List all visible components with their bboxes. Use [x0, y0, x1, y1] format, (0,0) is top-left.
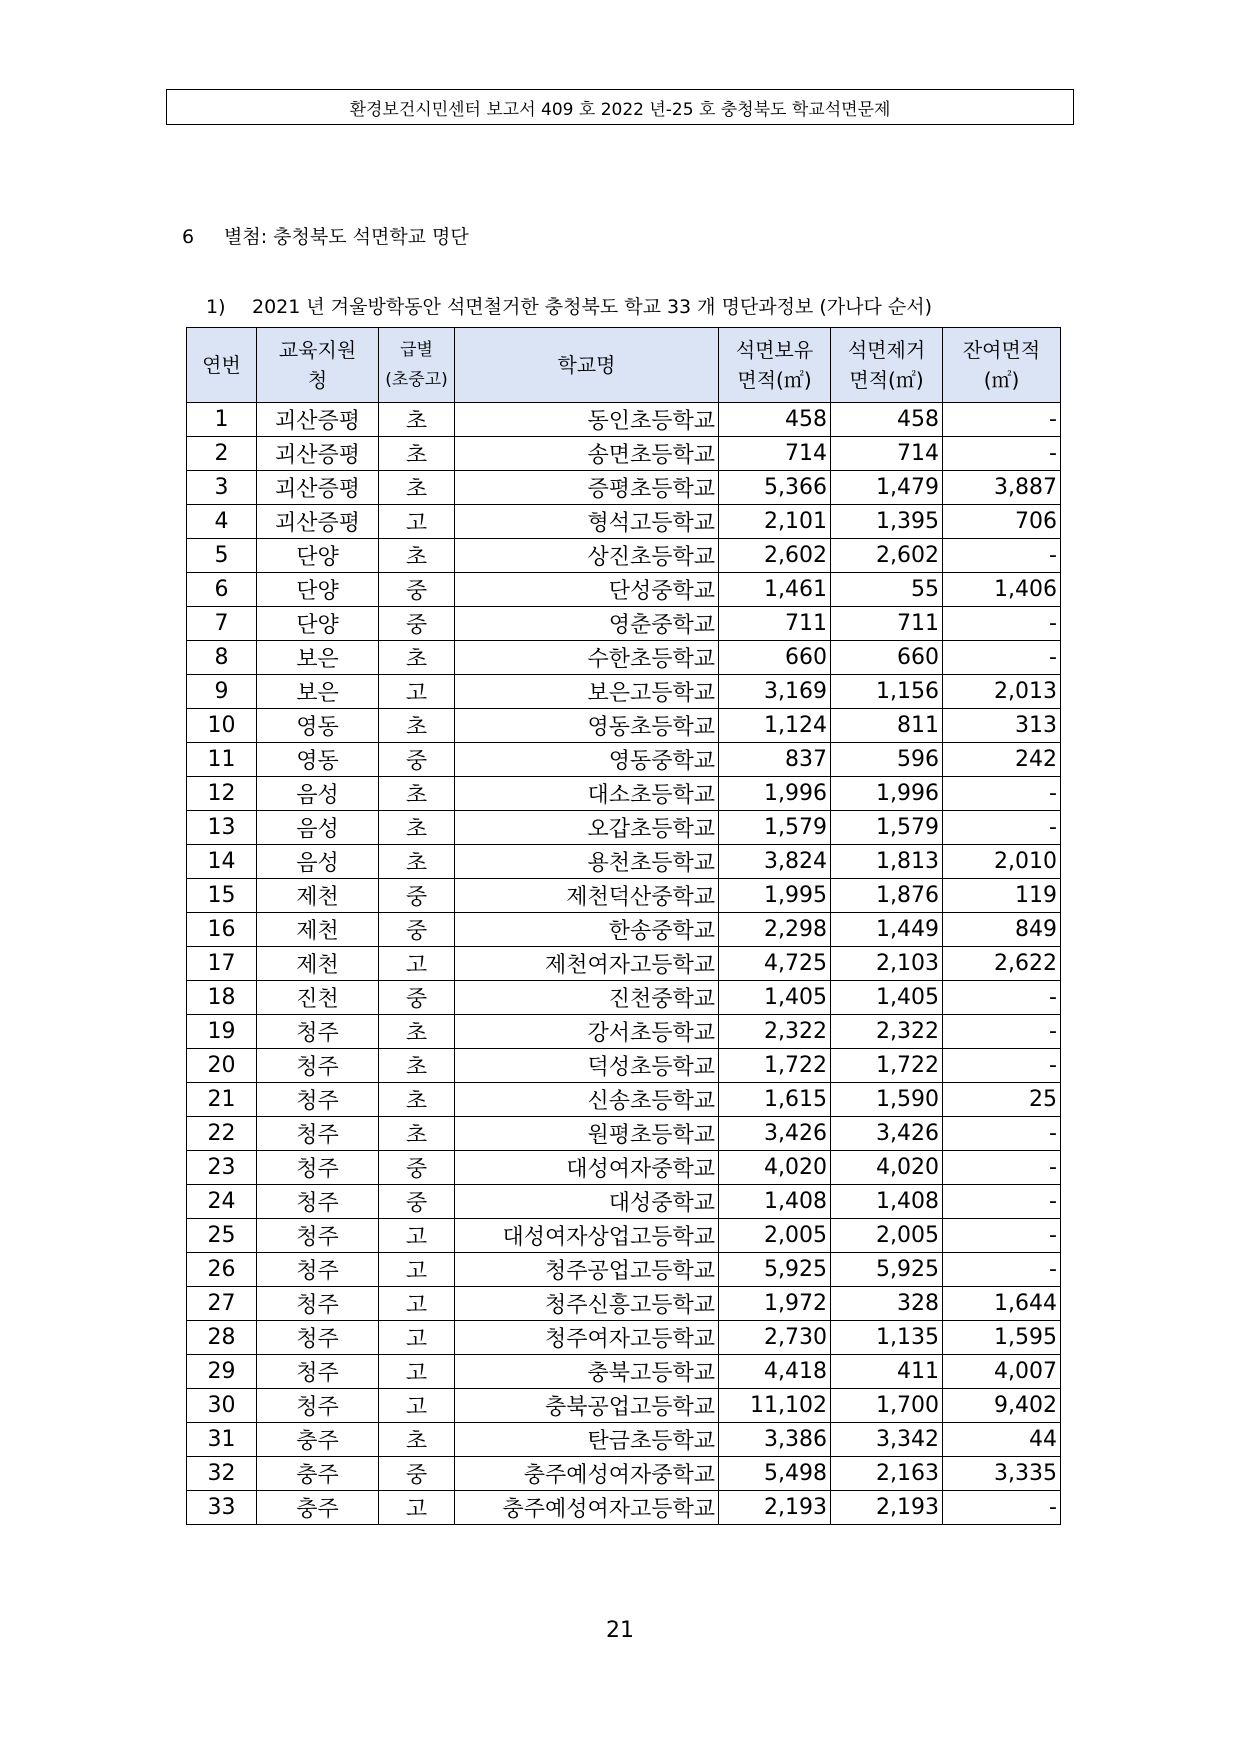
cell-asbestos-area: 1,461: [719, 573, 831, 607]
cell-school-name: 탄금초등학교: [455, 1423, 719, 1457]
cell-asbestos-area: 2,298: [719, 913, 831, 947]
cell-asbestos-area: 1,995: [719, 879, 831, 913]
cell-level: 중: [379, 1457, 455, 1491]
cell-index: 24: [187, 1185, 257, 1219]
subsection-number: 1): [206, 296, 226, 318]
cell-index: 30: [187, 1389, 257, 1423]
cell-office: 음성: [257, 777, 379, 811]
section-heading: [182, 222, 469, 249]
cell-office: 괴산증평: [257, 471, 379, 505]
report-header: [166, 89, 1074, 125]
cell-asbestos-area: 837: [719, 743, 831, 777]
cell-asbestos-area: 3,169: [719, 675, 831, 709]
cell-office: 단양: [257, 607, 379, 641]
cell-index: 28: [187, 1321, 257, 1355]
cell-office: 충주: [257, 1491, 379, 1525]
cell-school-name: 대소초등학교: [455, 777, 719, 811]
cell-level: 초: [379, 641, 455, 675]
cell-level: 초: [379, 845, 455, 879]
table-row: [187, 1117, 1061, 1151]
col-header-remaining-area: 잔여면적 (㎡): [943, 328, 1061, 403]
cell-level: 중: [379, 1185, 455, 1219]
cell-office: 제천: [257, 913, 379, 947]
cell-school-name: 영동중학교: [455, 743, 719, 777]
col-header-asbestos-area: 석면보유 면적(㎡): [719, 328, 831, 403]
cell-asbestos-area: 711: [719, 607, 831, 641]
cell-office: 영동: [257, 709, 379, 743]
cell-removed-area: 1,395: [831, 505, 943, 539]
cell-asbestos-area: 2,193: [719, 1491, 831, 1525]
cell-asbestos-area: 4,020: [719, 1151, 831, 1185]
table-row: [187, 505, 1061, 539]
cell-school-name: 덕성초등학교: [455, 1049, 719, 1083]
cell-remaining-area: -: [943, 1185, 1061, 1219]
cell-office: 괴산증평: [257, 437, 379, 471]
cell-index: 6: [187, 573, 257, 607]
cell-asbestos-area: 1,124: [719, 709, 831, 743]
cell-removed-area: 811: [831, 709, 943, 743]
table-row: [187, 879, 1061, 913]
cell-school-name: 충북고등학교: [455, 1355, 719, 1389]
cell-school-name: 신송초등학교: [455, 1083, 719, 1117]
cell-asbestos-area: 5,366: [719, 471, 831, 505]
cell-removed-area: 3,426: [831, 1117, 943, 1151]
cell-level: 고: [379, 1389, 455, 1423]
cell-remaining-area: 1,406: [943, 573, 1061, 607]
cell-remaining-area: -: [943, 1151, 1061, 1185]
cell-school-name: 동인초등학교: [455, 403, 719, 437]
page-number: 21: [606, 1618, 634, 1643]
cell-level: 고: [379, 947, 455, 981]
cell-remaining-area: 3,335: [943, 1457, 1061, 1491]
table-row: [187, 811, 1061, 845]
cell-index: 31: [187, 1423, 257, 1457]
cell-index: 10: [187, 709, 257, 743]
cell-school-name: 영동초등학교: [455, 709, 719, 743]
table-row: [187, 1355, 1061, 1389]
table-row: [187, 539, 1061, 573]
cell-level: 고: [379, 1219, 455, 1253]
cell-level: 중: [379, 743, 455, 777]
cell-office: 보은: [257, 641, 379, 675]
cell-level: 고: [379, 1355, 455, 1389]
cell-asbestos-area: 2,730: [719, 1321, 831, 1355]
report-header-text: 환경보건시민센터 보고서 409 호 2022 년-25 호 충청북도 학교석면문제: [349, 99, 891, 120]
cell-removed-area: 2,103: [831, 947, 943, 981]
cell-school-name: 대성중학교: [455, 1185, 719, 1219]
cell-removed-area: 2,602: [831, 539, 943, 573]
cell-index: 4: [187, 505, 257, 539]
cell-school-name: 오갑초등학교: [455, 811, 719, 845]
table-row: [187, 1049, 1061, 1083]
cell-index: 29: [187, 1355, 257, 1389]
cell-remaining-area: 2,010: [943, 845, 1061, 879]
cell-removed-area: 1,479: [831, 471, 943, 505]
cell-asbestos-area: 1,405: [719, 981, 831, 1015]
cell-index: 3: [187, 471, 257, 505]
cell-office: 청주: [257, 1151, 379, 1185]
cell-remaining-area: -: [943, 981, 1061, 1015]
cell-remaining-area: 706: [943, 505, 1061, 539]
cell-index: 18: [187, 981, 257, 1015]
cell-removed-area: 711: [831, 607, 943, 641]
cell-asbestos-area: 458: [719, 403, 831, 437]
cell-remaining-area: 313: [943, 709, 1061, 743]
subsection-heading: [206, 292, 932, 319]
cell-level: 중: [379, 981, 455, 1015]
cell-school-name: 영춘중학교: [455, 607, 719, 641]
cell-asbestos-area: 4,418: [719, 1355, 831, 1389]
table-row: [187, 607, 1061, 641]
table-row: [187, 1457, 1061, 1491]
col-header-level: 급별 (초중고): [379, 328, 455, 403]
cell-asbestos-area: 2,005: [719, 1219, 831, 1253]
col-header-office: 교육지원 청: [257, 328, 379, 403]
cell-school-name: 단성중학교: [455, 573, 719, 607]
cell-level: 중: [379, 879, 455, 913]
cell-office: 음성: [257, 811, 379, 845]
cell-remaining-area: 9,402: [943, 1389, 1061, 1423]
cell-asbestos-area: 714: [719, 437, 831, 471]
cell-office: 청주: [257, 1389, 379, 1423]
cell-asbestos-area: 1,615: [719, 1083, 831, 1117]
cell-removed-area: 1,590: [831, 1083, 943, 1117]
school-asbestos-table: [186, 327, 1061, 1525]
cell-school-name: 원평초등학교: [455, 1117, 719, 1151]
table-row: [187, 1423, 1061, 1457]
cell-school-name: 청주신흥고등학교: [455, 1287, 719, 1321]
cell-index: 1: [187, 403, 257, 437]
cell-level: 중: [379, 607, 455, 641]
cell-asbestos-area: 1,579: [719, 811, 831, 845]
cell-asbestos-area: 2,602: [719, 539, 831, 573]
cell-office: 청주: [257, 1287, 379, 1321]
cell-school-name: 충주예성여자고등학교: [455, 1491, 719, 1525]
cell-office: 제천: [257, 879, 379, 913]
cell-removed-area: 55: [831, 573, 943, 607]
col-header-removed-area: 석면제거 면적(㎡): [831, 328, 943, 403]
cell-removed-area: 1,135: [831, 1321, 943, 1355]
cell-remaining-area: 1,595: [943, 1321, 1061, 1355]
cell-removed-area: 714: [831, 437, 943, 471]
cell-index: 9: [187, 675, 257, 709]
table-row: [187, 403, 1061, 437]
cell-index: 25: [187, 1219, 257, 1253]
cell-index: 32: [187, 1457, 257, 1491]
table-row: [187, 743, 1061, 777]
cell-asbestos-area: 1,408: [719, 1185, 831, 1219]
cell-level: 고: [379, 1253, 455, 1287]
cell-school-name: 상진초등학교: [455, 539, 719, 573]
cell-school-name: 충주예성여자중학교: [455, 1457, 719, 1491]
cell-level: 고: [379, 675, 455, 709]
cell-level: 고: [379, 1491, 455, 1525]
table-row: [187, 981, 1061, 1015]
cell-remaining-area: -: [943, 539, 1061, 573]
cell-removed-area: 4,020: [831, 1151, 943, 1185]
cell-level: 초: [379, 1423, 455, 1457]
cell-office: 음성: [257, 845, 379, 879]
cell-office: 보은: [257, 675, 379, 709]
cell-office: 청주: [257, 1355, 379, 1389]
cell-remaining-area: 3,887: [943, 471, 1061, 505]
cell-remaining-area: -: [943, 1015, 1061, 1049]
cell-level: 초: [379, 539, 455, 573]
cell-remaining-area: -: [943, 607, 1061, 641]
cell-removed-area: 2,163: [831, 1457, 943, 1491]
cell-asbestos-area: 5,498: [719, 1457, 831, 1491]
table-row: [187, 471, 1061, 505]
table-row: [187, 1491, 1061, 1525]
cell-index: 14: [187, 845, 257, 879]
cell-remaining-area: 44: [943, 1423, 1061, 1457]
cell-school-name: 강서초등학교: [455, 1015, 719, 1049]
cell-school-name: 수한초등학교: [455, 641, 719, 675]
table-header-row: [187, 328, 1061, 403]
cell-removed-area: 3,342: [831, 1423, 943, 1457]
cell-removed-area: 1,722: [831, 1049, 943, 1083]
cell-office: 청주: [257, 1117, 379, 1151]
cell-school-name: 증평초등학교: [455, 471, 719, 505]
subsection-title-text: 2021 년 겨울방학동안 석면철거한 충청북도 학교 33 개 명단과정보 (가나다 순서): [252, 296, 933, 318]
cell-index: 33: [187, 1491, 257, 1525]
cell-remaining-area: -: [943, 1049, 1061, 1083]
col-header-school: 학교명: [455, 328, 719, 403]
col-header-index: 연번: [187, 328, 257, 403]
cell-school-name: 청주공업고등학교: [455, 1253, 719, 1287]
cell-level: 고: [379, 1287, 455, 1321]
cell-remaining-area: -: [943, 641, 1061, 675]
table-row: [187, 1321, 1061, 1355]
cell-level: 고: [379, 1321, 455, 1355]
table-row: [187, 1185, 1061, 1219]
cell-office: 괴산증평: [257, 505, 379, 539]
cell-office: 청주: [257, 1049, 379, 1083]
table-row: [187, 1015, 1061, 1049]
cell-removed-area: 1,996: [831, 777, 943, 811]
cell-level: 초: [379, 1083, 455, 1117]
cell-office: 청주: [257, 1185, 379, 1219]
cell-index: 19: [187, 1015, 257, 1049]
cell-school-name: 충북공업고등학교: [455, 1389, 719, 1423]
cell-asbestos-area: 4,725: [719, 947, 831, 981]
table-row: [187, 709, 1061, 743]
cell-school-name: 형석고등학교: [455, 505, 719, 539]
cell-removed-area: 1,813: [831, 845, 943, 879]
cell-level: 초: [379, 403, 455, 437]
cell-remaining-area: -: [943, 1491, 1061, 1525]
cell-asbestos-area: 1,972: [719, 1287, 831, 1321]
table-row: [187, 1151, 1061, 1185]
cell-removed-area: 660: [831, 641, 943, 675]
table-row: [187, 675, 1061, 709]
cell-school-name: 보은고등학교: [455, 675, 719, 709]
cell-index: 5: [187, 539, 257, 573]
cell-remaining-area: 2,013: [943, 675, 1061, 709]
cell-removed-area: 411: [831, 1355, 943, 1389]
cell-asbestos-area: 11,102: [719, 1389, 831, 1423]
table-row: [187, 845, 1061, 879]
cell-removed-area: 596: [831, 743, 943, 777]
cell-index: 16: [187, 913, 257, 947]
cell-removed-area: 1,579: [831, 811, 943, 845]
cell-level: 초: [379, 1015, 455, 1049]
cell-office: 충주: [257, 1423, 379, 1457]
cell-remaining-area: 242: [943, 743, 1061, 777]
cell-remaining-area: 849: [943, 913, 1061, 947]
table-row: [187, 1389, 1061, 1423]
cell-remaining-area: 1,644: [943, 1287, 1061, 1321]
table-body: [187, 403, 1061, 1525]
cell-removed-area: 2,005: [831, 1219, 943, 1253]
table-row: [187, 947, 1061, 981]
table-row: [187, 1287, 1061, 1321]
cell-remaining-area: 2,622: [943, 947, 1061, 981]
cell-index: 20: [187, 1049, 257, 1083]
cell-remaining-area: 25: [943, 1083, 1061, 1117]
cell-office: 충주: [257, 1457, 379, 1491]
cell-remaining-area: -: [943, 403, 1061, 437]
table-row: [187, 1253, 1061, 1287]
cell-index: 8: [187, 641, 257, 675]
cell-level: 초: [379, 437, 455, 471]
cell-school-name: 진천중학교: [455, 981, 719, 1015]
cell-level: 초: [379, 1049, 455, 1083]
table-row: [187, 777, 1061, 811]
cell-remaining-area: 4,007: [943, 1355, 1061, 1389]
cell-office: 진천: [257, 981, 379, 1015]
cell-asbestos-area: 2,322: [719, 1015, 831, 1049]
cell-school-name: 제천덕산중학교: [455, 879, 719, 913]
cell-office: 단양: [257, 539, 379, 573]
cell-index: 15: [187, 879, 257, 913]
cell-remaining-area: -: [943, 811, 1061, 845]
cell-removed-area: 1,876: [831, 879, 943, 913]
cell-removed-area: 328: [831, 1287, 943, 1321]
cell-school-name: 대성여자상업고등학교: [455, 1219, 719, 1253]
cell-level: 초: [379, 709, 455, 743]
cell-removed-area: 1,408: [831, 1185, 943, 1219]
cell-asbestos-area: 5,925: [719, 1253, 831, 1287]
cell-index: 2: [187, 437, 257, 471]
cell-index: 21: [187, 1083, 257, 1117]
cell-school-name: 대성여자중학교: [455, 1151, 719, 1185]
cell-office: 영동: [257, 743, 379, 777]
table-row: [187, 641, 1061, 675]
table-row: [187, 913, 1061, 947]
cell-index: 11: [187, 743, 257, 777]
cell-remaining-area: -: [943, 1253, 1061, 1287]
cell-index: 26: [187, 1253, 257, 1287]
cell-level: 초: [379, 777, 455, 811]
cell-level: 중: [379, 913, 455, 947]
cell-school-name: 제천여자고등학교: [455, 947, 719, 981]
cell-index: 13: [187, 811, 257, 845]
cell-level: 고: [379, 505, 455, 539]
cell-office: 청주: [257, 1253, 379, 1287]
cell-removed-area: 1,700: [831, 1389, 943, 1423]
cell-level: 중: [379, 1151, 455, 1185]
cell-index: 17: [187, 947, 257, 981]
table-row: [187, 437, 1061, 471]
cell-asbestos-area: 1,722: [719, 1049, 831, 1083]
cell-index: 12: [187, 777, 257, 811]
section-number: 6: [182, 226, 195, 248]
cell-removed-area: 1,449: [831, 913, 943, 947]
cell-remaining-area: -: [943, 437, 1061, 471]
cell-remaining-area: 119: [943, 879, 1061, 913]
cell-index: 22: [187, 1117, 257, 1151]
table-row: [187, 1219, 1061, 1253]
cell-level: 초: [379, 1117, 455, 1151]
cell-office: 단양: [257, 573, 379, 607]
cell-asbestos-area: 660: [719, 641, 831, 675]
cell-office: 청주: [257, 1219, 379, 1253]
cell-index: 27: [187, 1287, 257, 1321]
cell-office: 청주: [257, 1321, 379, 1355]
cell-removed-area: 458: [831, 403, 943, 437]
cell-school-name: 송면초등학교: [455, 437, 719, 471]
table-row: [187, 573, 1061, 607]
cell-asbestos-area: 3,426: [719, 1117, 831, 1151]
cell-removed-area: 2,322: [831, 1015, 943, 1049]
cell-office: 제천: [257, 947, 379, 981]
cell-removed-area: 5,925: [831, 1253, 943, 1287]
cell-remaining-area: -: [943, 777, 1061, 811]
cell-removed-area: 1,156: [831, 675, 943, 709]
cell-school-name: 한송중학교: [455, 913, 719, 947]
cell-remaining-area: -: [943, 1219, 1061, 1253]
cell-level: 초: [379, 471, 455, 505]
cell-level: 초: [379, 811, 455, 845]
cell-office: 청주: [257, 1083, 379, 1117]
cell-school-name: 청주여자고등학교: [455, 1321, 719, 1355]
cell-office: 괴산증평: [257, 403, 379, 437]
table-row: [187, 1083, 1061, 1117]
cell-remaining-area: -: [943, 1117, 1061, 1151]
cell-index: 23: [187, 1151, 257, 1185]
cell-office: 청주: [257, 1015, 379, 1049]
cell-removed-area: 1,405: [831, 981, 943, 1015]
cell-level: 중: [379, 573, 455, 607]
cell-school-name: 용천초등학교: [455, 845, 719, 879]
cell-asbestos-area: 3,824: [719, 845, 831, 879]
cell-index: 7: [187, 607, 257, 641]
cell-asbestos-area: 3,386: [719, 1423, 831, 1457]
section-title-text: 별첨: 충청북도 석면학교 명단: [224, 226, 469, 248]
cell-asbestos-area: 2,101: [719, 505, 831, 539]
cell-removed-area: 2,193: [831, 1491, 943, 1525]
cell-asbestos-area: 1,996: [719, 777, 831, 811]
